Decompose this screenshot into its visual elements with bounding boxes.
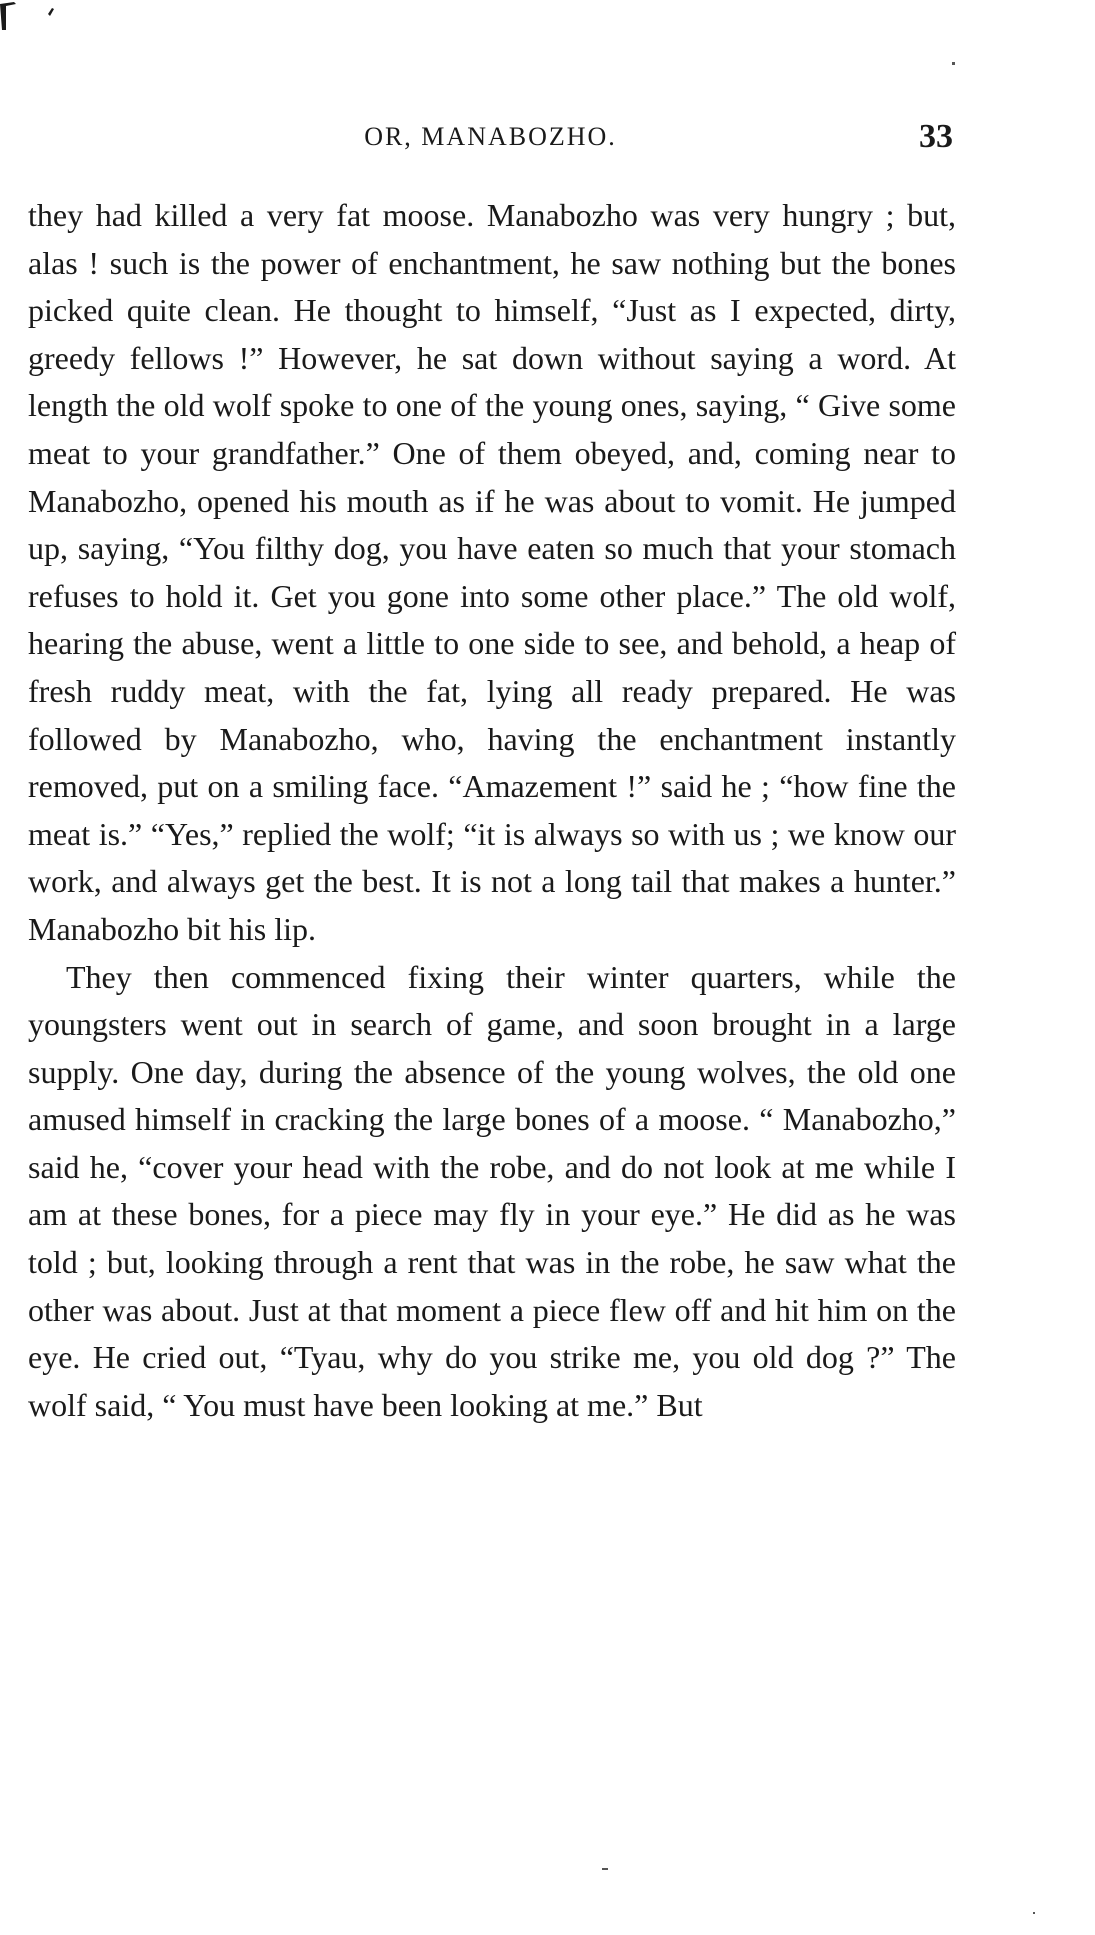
paragraph-1: they had killed a very fat moose. Manabozho was very hungry ; but, alas ! such is the power of enchantment, he saw nothing but the bones picked quite clean. He thought to himself, “Just as I expected, dirty, greedy fellows !” However, he sat down without saying a word. At length the old wolf spoke to one of the young ones, saying, “ Give some meat to your grandfather.” One of them obeyed, and, coming near to Manabozho, opened his mouth as if he was about to vomit. He jumped up, saying, “You filthy dog, you have eaten so much that your stomach refuses to hold it. Get you gone into some other place.” The old wolf, hearing the abuse, went a little to one side to see, and behold, a heap of fresh ruddy meat, with the fat, lying all ready prepared. He was followed by Manabozho, who, having the enchantment instantly removed, put on a smiling face. “Amazement !” said he ; “how fine the meat is.” “Yes,” replied the wolf; “it is always so with us ; we know our work, and always get the best. It is not a long tail that makes a hunter.” Manabozho bit his lip. xyxy=(28,197,956,947)
ink-speck xyxy=(1033,1912,1035,1914)
corner-smudge-icon xyxy=(0,0,62,36)
running-title: OR, MANABOZHO. xyxy=(364,122,617,151)
body-text xyxy=(28,192,956,1429)
paragraph-2: They then commenced fixing their winter quarters, while the youngsters went out in search of game, and soon brought in a large supply. One day, during the absence of the young wolves, the old one amused himself in cracking the large bones of a moose. “ Manabozho,” said he, “cover your head with the robe, and do not look at me while I am at these bones, for a piece may fly in your eye.” He did as he was told ; but, looking through a rent that was in the robe, he saw what the other was about. Just at that moment a piece flew off and hit him on the eye. He cried out, “Tyau, why do you strike me, you old dog ?” The wolf said, “ You must have been looking at me.” But xyxy=(28,958,956,1423)
ink-speck xyxy=(952,62,955,65)
ink-speck xyxy=(602,1868,608,1870)
page-number: 33 xyxy=(919,118,953,155)
running-head xyxy=(28,118,953,162)
